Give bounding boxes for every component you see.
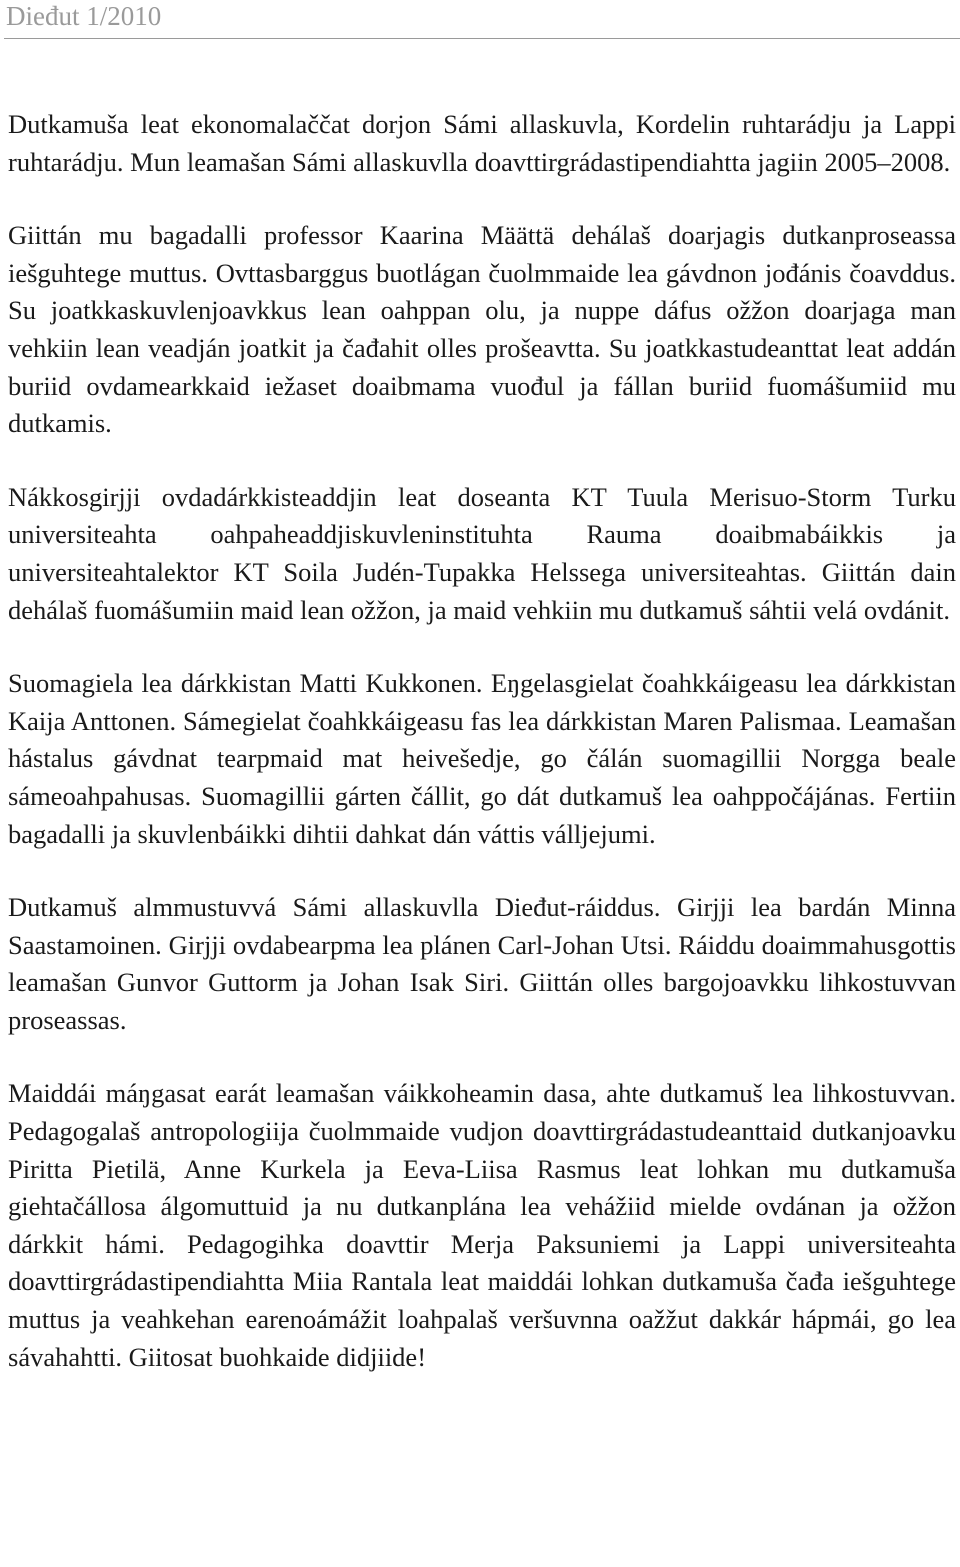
paragraph-thanks: Maiddái máŋgasat earát leamašan váikkoheamin dasa, ahte dutkamuš lea lihkostuvvan. Pedagogalaš antropologiija čuolmmaide vudjon doavttirgrádastudeanttaid dutkanjoavku Piritta Pietilä, Anne Kurkela ja Eeva-Liisa Rasmus leat lohkan mu dutkamuša giehtačállosa álgomuttuid ja nu dutkanplána lea vehážiid mielde ovdánan ja ožžon dárkkit hámi. Pedagogihka doavttir Merja Paksuniemi ja Lappi universiteahta doavttirgrádastipendiahtta Miia Rantala leat maiddái lohkan dutkamuša čađa iešguhtege muttus ja veahkehan earenoámážit loahpalaš veršuvnna oažžut dakkár hápmái, go lea sávahahtti. Giitosat buohkaide didjiide! <box>8 1078 956 1372</box>
paragraph-publication: Dutkamuš almmustuvvá Sámi allaskuvlla Dieđut-ráiddus. Girjji lea bardán Minna Saastamoinen. Girjji ovdabearpma lea plánen Carl-Johan Utsi. Ráiddu doaimmahusgottis leamašan Gunvor Guttorm ja Johan Isak Siri. Giittán olles bargojoavkku lihkostuvvan proseassas. <box>8 892 956 1035</box>
paragraph-funding: Dutkamuša leat ekonomalaččat dorjon Sámi allaskuvla, Kordelin ruhtarádju ja Lappi ruhtarádju. Mun leamašan Sámi allaskuvlla doavttirgrádastipendiahtta jagiin 2005–2008. <box>8 109 956 177</box>
paragraph-pre-examiners: Nákkosgirjji ovdadárkkisteaddjin leat doseanta KT Tuula Merisuo-Storm Turku universiteahta oahpaheaddjiskuvleninstituhta Rauma doaibmabáikkis ja universiteahtalektor KT Soila Judén-Tupakka Helssega universiteahtas. Giittán dain dehálaš fuomášumiin maid lean ožžon, ja maid vehkiin mu dutkamuš sáhtii velá ovdánit. <box>8 481 956 625</box>
paragraph-supervisor: Giittán mu bagadalli professor Kaarina Määttä dehálaš doarjagis dutkanproseassa iešguhtege muttus. Ovttasbarggus buotlágan čuolmmaide lea gávdnon jođánis čoavddus. Su joatkkaskuvlenjoavkkus lean oahppan olu, ja nuppe dáfus ožžon doarjaga man vehkiin lean veadján joatkit ja čađahit olles prošeavtta. Su joatkkastudeanttat leat addán buriid ovdamearkkaid iežaset doaibmama vuođul ja fállan buriid fuomášumiid mu dutkamis. <box>8 220 956 439</box>
header-divider <box>4 38 960 39</box>
body-text <box>8 106 956 1376</box>
paragraph-language-checkers: Suomagiela lea dárkkistan Matti Kukkonen. Eŋgelasgielat čoahkkáigeasu lea dárkkistan Kaija Anttonen. Sámegielat čoahkkáigeasu fas lea dárkkistan Maren Palismaa. Leamašan hástalus gávdnat tearpmaid mat heivešedje, go čálán suomagillii Norgga beale sámeoahpahusas. Suomagillii gárten čállit, go dát dutkamuš lea oahppočájánas. Fertiin bagadalli ja skuvlenbáikki dihtii dahkat dán váttis válljejumi. <box>8 668 956 849</box>
running-header-title: Dieđut 1/2010 <box>6 1 162 31</box>
